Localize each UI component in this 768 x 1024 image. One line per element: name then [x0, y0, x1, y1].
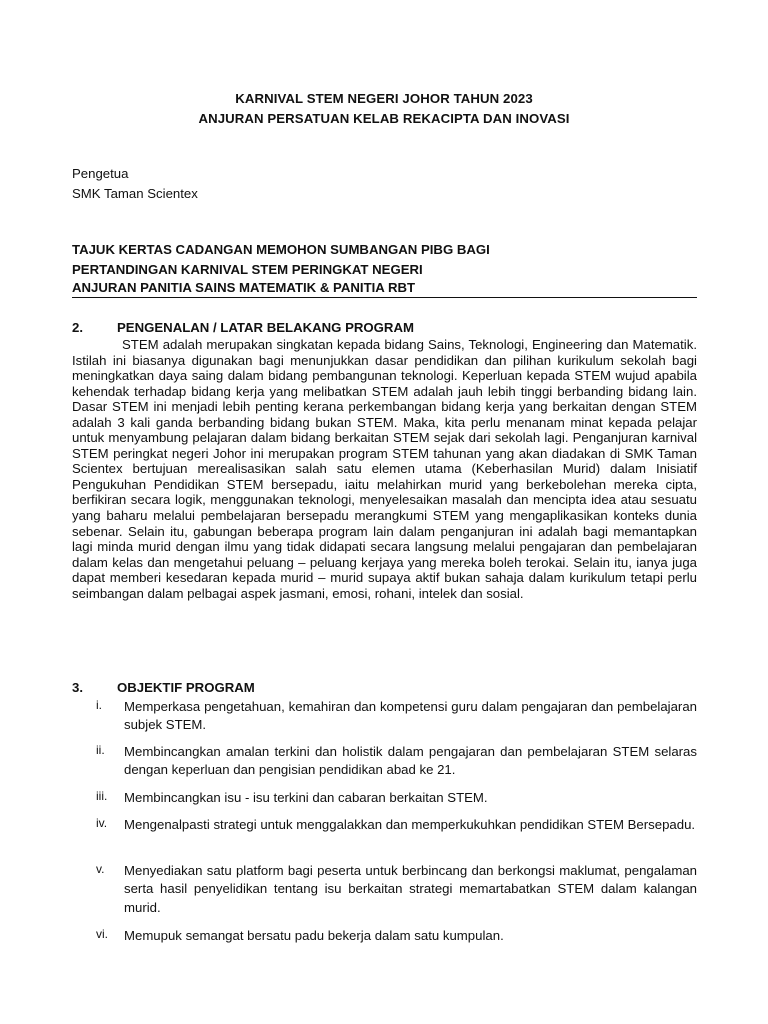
- tajuk-line3: ANJURAN PANITIA SAINS MATEMATIK & PANITIA RBT: [72, 280, 416, 295]
- section2-title: PENGENALAN / LATAR BELAKANG PROGRAM: [117, 320, 414, 335]
- objective-number: vi.: [96, 927, 108, 941]
- objective-text: Menyediakan satu platform bagi peserta untuk berbincang dan berkongsi maklumat, pengalaman serta hasil penyelidikan tentang isu berkaitan strategi memartabatkan STEM dalam kalangan murid.: [124, 863, 697, 915]
- objective-number: i.: [96, 698, 102, 712]
- objective-text: Membincangkan isu - isu terkini dan cabaran berkaitan STEM.: [124, 790, 488, 805]
- tajuk-line1: TAJUK KERTAS CADANGAN MEMOHON SUMBANGAN PIBG BAGI: [72, 242, 490, 257]
- header-title-line1: KARNIVAL STEM NEGERI JOHOR TAHUN 2023: [235, 91, 533, 106]
- objective-text: Membincangkan amalan terkini dan holistik dalam pengajaran dan pembelajaran STEM selaras dengan keperluan dan pengisian pendidikan abad ke 21.: [124, 744, 697, 778]
- objective-text: Memperkasa pengetahuan, kemahiran dan kompetensi guru dalam pengajaran dan pembelajaran subjek STEM.: [124, 699, 697, 733]
- recipient-school: SMK Taman Scientex: [72, 186, 198, 201]
- tajuk-line2: PERTANDINGAN KARNIVAL STEM PERINGKAT NEGERI: [72, 262, 423, 277]
- section3-number: 3.: [72, 680, 83, 695]
- objective-number: iv.: [96, 816, 108, 830]
- objective-number: v.: [96, 862, 105, 876]
- recipient-title: Pengetua: [72, 166, 129, 181]
- header-title-line2: ANJURAN PERSATUAN KELAB REKACIPTA DAN INOVASI: [198, 111, 570, 126]
- objective-text: Mengenalpasti strategi untuk menggalakkan dan memperkukuhkan pendidikan STEM Bersepadu.: [124, 817, 696, 832]
- objective-text: Memupuk semangat bersatu padu bekerja dalam satu kumpulan.: [124, 928, 504, 943]
- section2-number: 2.: [72, 320, 83, 335]
- title-underline-divider: [72, 297, 697, 298]
- section2-body: STEM adalah merupakan singkatan kepada bidang Sains, Teknologi, Engineering dan Matematik. Istilah ini biasanya digunakan bagi menunjukkan dasar pendidikan dan pilihan kurikulum sekolah bagi meningkatkan daya saing dalam bidang pembangunan teknologi. Keperluan kepada STEM wujud apabila kehendak terhadap bidang kerja yang melibatkan STEM adalah jauh lebih tinggi berbanding bidang lain. Dasar STEM ini menjadi lebih penting kerana perkembangan bidang kerja yang berkaitan dengan STEM adalah 3 kali ganda berbanding bidang bukan STEM. Maka, kita perlu menanam minat kepada pelajar untuk menyambung pelajaran dalam bidang berkaitan STEM sejak dari sekolah lagi. Penganjuran karnival STEM peringkat negeri Johor ini merupakan program STEM tahunan yang akan diadakan di SMK Taman Scientex bertujuan merealisasikan salah satu elemen utama (Keberhasilan Murid) dalam Inisiatif Pengukuhan Pendidikan STEM bersepadu, iaitu melahirkan murid yang berkebolehan mereka cipta, berfikiran secara logik, menggunakan teknologi, menyelesaikan masalah dan mencipta idea atau sesuatu yang baharu melalui pembelajaran bersepadu merangkumi STEM yang mengaplikasikan konteks dunia sebenar. Selain itu, gabungan beberapa program lain dalam penganjuran ini adalah bagi memantapkan lagi minda murid dengan ilmu yang tidak didapati secara langsung melalui pengajaran dan pembelajaran dalam kelas dan mengetahui peluang – peluang kerjaya yang mereka boleh terokai. Selain itu, ianya juga dapat memberi kesedaran kepada murid – murid supaya aktif bukan sahaja dalam kurikulum tetapi perlu seimbangan dalam pelbagai aspek jasmani, emosi, rohani, intelek dan sosial.: [72, 337, 697, 601]
- objective-number: ii.: [96, 743, 105, 757]
- objective-number: iii.: [96, 789, 108, 803]
- section3-title: OBJEKTIF PROGRAM: [117, 680, 255, 695]
